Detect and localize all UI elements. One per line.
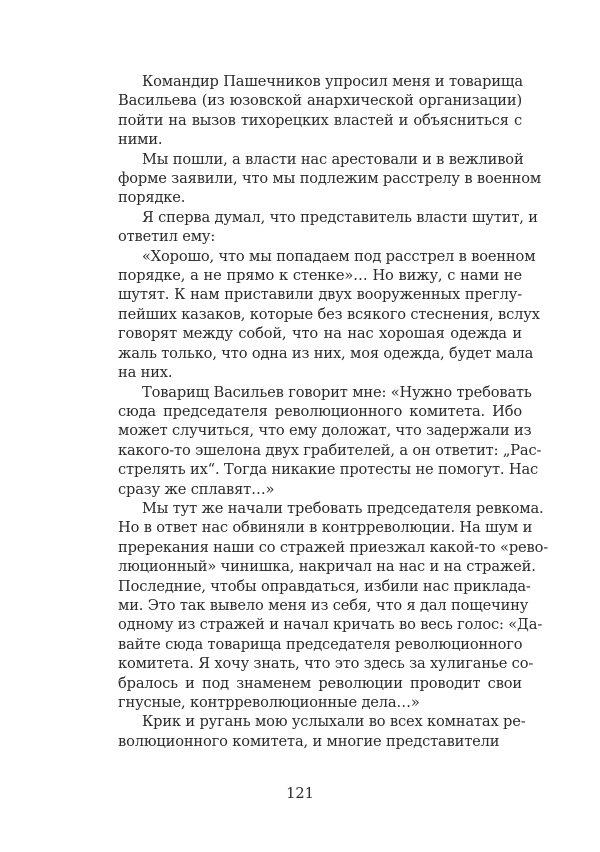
text-line: Командир Пашечников упросил меня и товарища bbox=[142, 73, 523, 90]
text-line: какого-то эшелона двух грабителей, а он ответит: „Рас- bbox=[118, 441, 542, 459]
text-line: люционный» чинишка, накричал на нас и на стражей. bbox=[118, 558, 536, 576]
text-line: сюда председателя революционного комитета. Ибо bbox=[118, 402, 522, 420]
text-line: Я сперва думал, что представитель власти шутит, и bbox=[142, 208, 538, 226]
text-line: вайте сюда товарища председателя революционного bbox=[118, 635, 523, 653]
paragraph bbox=[118, 247, 540, 383]
page-number: 121 bbox=[286, 785, 314, 802]
paragraph bbox=[118, 712, 526, 751]
text-line: стрелять их“. Тогда никакие протесты не помогут. Нас bbox=[118, 461, 539, 479]
text-line: гнусные, контрреволюционные дела…» bbox=[118, 694, 420, 711]
text-line: «Хорошо, что мы попадаем под расстрел в военном bbox=[142, 247, 536, 265]
body-text bbox=[118, 72, 548, 751]
text-line: шутят. К нам приставили двух вооруженных преглу- bbox=[118, 286, 522, 304]
paragraph bbox=[118, 208, 538, 247]
text-line: на них. bbox=[118, 364, 173, 382]
text-line: пререкания наши со стражей приезжал какой-то «рево- bbox=[118, 538, 548, 556]
text-line: говорят между собой, что на нас хорошая одежда и bbox=[118, 325, 522, 343]
text-line: Мы пошли, а власти нас арестовали и в вежливой bbox=[142, 150, 524, 168]
text-line: бралось и под знаменем революции проводит свои bbox=[118, 674, 522, 692]
text-line: форме заявили, что мы подлежим расстрелу в военном bbox=[118, 170, 542, 188]
text-line: Последние, чтобы оправдаться, избили нас приклада- bbox=[118, 577, 531, 595]
text-line: одному из стражей и начал кричать во весь голос: «Да- bbox=[118, 616, 543, 634]
text-line: Крик и ругань мою услыхали во всех комнатах ре- bbox=[142, 713, 526, 731]
paragraph bbox=[118, 499, 548, 712]
paragraph bbox=[118, 383, 542, 499]
text-line: комитета. Я хочу знать, что это здесь за хулиганье со- bbox=[118, 655, 534, 673]
text-line: Но в ответ нас обвиняли в контрреволюции. На шум и bbox=[118, 519, 533, 537]
text-line: ними. bbox=[118, 131, 163, 149]
text-line: Товарищ Васильев говорит мне: «Нужно требовать bbox=[142, 383, 532, 401]
text-line: Васильева (из юзовской анархической организации) bbox=[118, 92, 522, 110]
text-line: Мы тут же начали требовать председателя ревкома. bbox=[142, 499, 544, 517]
paragraph bbox=[118, 150, 542, 208]
text-line: жаль только, что одна из них, моя одежда, будет мала bbox=[118, 344, 534, 362]
text-line: порядке, а не прямо к стенке»… Но вижу, с нами не bbox=[118, 267, 522, 285]
text-line: волюционного комитета, и многие представители bbox=[118, 732, 500, 750]
text-line: пойти на вызов тихорецких властей и объясниться с bbox=[118, 111, 522, 129]
text-line: ми. Это так вывело меня из себя, что я дал пощечину bbox=[118, 596, 529, 614]
paragraph bbox=[118, 72, 522, 150]
text-line: ответил ему: bbox=[118, 228, 216, 246]
text-line: пейших казаков, которые без всякого стеснения, вслух bbox=[118, 305, 540, 323]
text-line: порядке. bbox=[118, 189, 186, 207]
text-line: сразу же сплавят…» bbox=[118, 480, 275, 498]
text-line: может случиться, что ему доложат, что задержали из bbox=[118, 422, 532, 440]
